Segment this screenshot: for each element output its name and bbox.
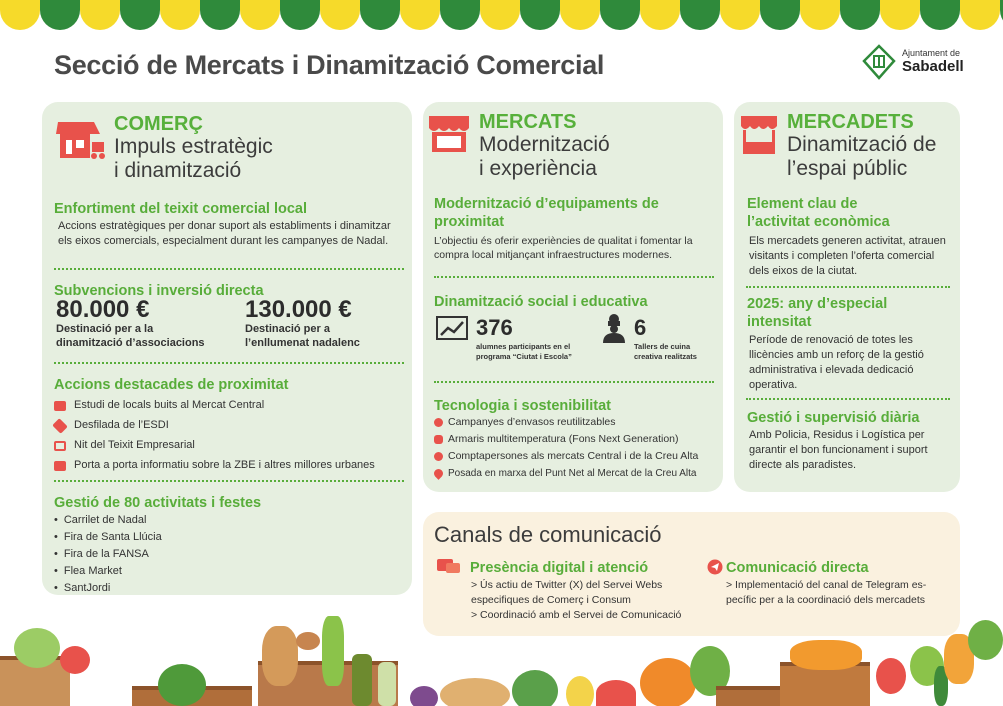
oranges xyxy=(790,640,862,670)
awning-scallop xyxy=(480,0,520,30)
location-pin-icon xyxy=(432,467,445,480)
bottle xyxy=(352,654,372,706)
canals-title: Canals de comunicació xyxy=(434,522,662,547)
tomato xyxy=(60,646,90,674)
canals-c2-body: > Implementació del canal de Telegram es- pecífic per a la coordinació dels mercadets xyxy=(726,579,927,607)
growth-chart-icon xyxy=(435,315,469,343)
tech-list xyxy=(434,414,720,482)
awning-scallop xyxy=(120,0,160,30)
bottle xyxy=(378,662,396,706)
awning-scallop xyxy=(880,0,920,30)
awning-scallop xyxy=(200,0,240,30)
amount-associacions: 80.000 € xyxy=(56,296,150,323)
list-item: Porta a porta informatiu sobre la ZBE i altres millores urbanes xyxy=(54,456,406,476)
list-item: Nit del Teixit Empresarial xyxy=(54,436,406,456)
mercats-kicker: MERCATS xyxy=(479,111,577,133)
awning-scallop xyxy=(600,0,640,30)
amount-enllumenat: 130.000 € xyxy=(245,296,352,323)
stat-tallers-caption: Tallers de cuina creativa realitzats xyxy=(634,342,697,361)
mercats-s3-title: Tecnologia i sostenibilitat xyxy=(434,398,611,414)
recycle-icon xyxy=(434,418,443,427)
comerc-s4-title: Gestió de 80 activitats i festes xyxy=(54,495,262,511)
comerc-title-2: i dinamització xyxy=(114,159,242,183)
stall-icon xyxy=(739,112,779,158)
list-item: Estudi de locals buits al Mercat Central xyxy=(54,396,406,416)
comerc-header xyxy=(54,112,273,183)
store-sign-icon xyxy=(54,401,66,411)
awning-scallop xyxy=(280,0,320,30)
mercadets-title-1: Dinamització de xyxy=(787,133,937,156)
mercats-title-1: Modernització xyxy=(479,133,610,156)
mercadets-s1-title: Element clau de l’activitat econòmica xyxy=(747,196,890,231)
chat-icon xyxy=(436,558,462,576)
sabadell-shield-icon xyxy=(862,44,896,80)
bread xyxy=(262,626,298,686)
mercadets-s3-title: Gestió i supervisió diària xyxy=(747,410,920,426)
melon xyxy=(512,670,558,706)
awning-scallop xyxy=(360,0,400,30)
mercats-header xyxy=(427,112,610,181)
awning-scallop xyxy=(640,0,680,30)
amount-associacions-caption: Destinació per a la dinamització d’associacions xyxy=(56,323,205,350)
events-list xyxy=(54,514,162,599)
awning-scallop xyxy=(960,0,1000,30)
comerc-s1-title: Enfortiment del teixit comercial local xyxy=(54,201,308,217)
watermelon xyxy=(158,664,206,706)
awning-scallop xyxy=(560,0,600,30)
awning-scallop xyxy=(760,0,800,30)
list-item: • Fira de Santa Llúcia xyxy=(54,531,162,548)
leek xyxy=(322,616,344,686)
stat-tallers: 6 xyxy=(634,315,647,340)
list-item: Armaris multitemperatura (Fons Next Generation) xyxy=(434,431,720,448)
people-icon xyxy=(434,452,443,461)
awning-scallop xyxy=(920,0,960,30)
canals-c1-title: Presència digital i atenció xyxy=(470,560,649,576)
mercats-s1-body: L’objectiu és oferir experiències de qualitat i fomentar la compra local mitjançant infraestructures modernes. xyxy=(434,235,693,262)
mercats-title-2: i experiència xyxy=(479,157,597,181)
pumpkin xyxy=(640,658,696,706)
mercats-s1-title: Modernització d’equipaments de proximitat xyxy=(434,196,659,231)
watermelon-slice xyxy=(596,680,636,706)
awning-scallop xyxy=(440,0,480,30)
divider xyxy=(746,286,950,288)
amount-enllumenat-caption: Destinació per a l’enllumenat nadalenc xyxy=(245,323,360,350)
list-item: • Carrilet de Nadal xyxy=(54,514,162,531)
mercadets-title-2: l’espai públic xyxy=(787,157,908,181)
comerc-s2-title: Subvencions i inversió directa xyxy=(54,283,264,299)
list-item: Campanyes d’envasos reutilitzables xyxy=(434,414,720,431)
pear xyxy=(566,676,594,706)
awning-scallop xyxy=(240,0,280,30)
list-item: • Flea Market xyxy=(54,565,162,582)
mercadets-s2-body: Període de renovació de totes les llicències amb un reforç de la gestió administrativa i elevada dedicació operativa. xyxy=(749,334,924,391)
mercadets-s2-title: 2025: any d’especial intensitat xyxy=(747,296,888,331)
list-item: • SantJordi xyxy=(54,582,162,599)
stat-alumnes: 376 xyxy=(476,315,513,340)
list-item: Desfilada de l’ESDI xyxy=(54,416,406,436)
shop-cart-icon xyxy=(54,112,106,164)
divider xyxy=(434,276,714,278)
mercats-s2-title: Dinamització social i educativa xyxy=(434,294,648,310)
market-stall-icon xyxy=(427,112,471,156)
canals-c1-body: > Ús actiu de Twitter (X) del Servei Webs especifiques de Comerç i Consum > Coordinació amb el Servei de Comunicació xyxy=(471,579,682,622)
comerc-title-1: Impuls estratègic xyxy=(114,135,273,158)
awning-scallop xyxy=(680,0,720,30)
comerc-s1-body: Accions estratègiques per donar suport als establiments i dinamitzar els eixos comercials, especialment durant les campanyes de Nadal. xyxy=(58,220,391,247)
mercadets-s1-body: Els mercadets generen activitat, atrauen visitants i completen l’oferta comercial dels eixos de la ciutat. xyxy=(749,235,946,277)
awning-scallop xyxy=(800,0,840,30)
awning-scallop xyxy=(80,0,120,30)
tag-icon xyxy=(52,418,68,434)
divider xyxy=(54,480,404,482)
stat-alumnes-caption: alumnes participants en el programa “Ciutat i Escola” xyxy=(476,342,572,361)
thermometer-icon xyxy=(434,435,443,444)
divider xyxy=(54,362,404,364)
list-item: • Fira de la FANSA xyxy=(54,548,162,565)
actions-list xyxy=(54,396,406,476)
canals-c2-title: Comunicació directa xyxy=(726,560,869,576)
page-title: Secció de Mercats i Dinamització Comercial xyxy=(54,50,605,80)
pepper xyxy=(876,658,906,694)
comerc-kicker: COMERÇ xyxy=(114,113,203,135)
chef-icon xyxy=(600,313,628,343)
awning-scallop xyxy=(320,0,360,30)
awning-scallop xyxy=(720,0,760,30)
building-icon xyxy=(54,441,66,451)
produce-illustration xyxy=(0,606,1003,706)
mercadets-header xyxy=(739,112,936,181)
loaf xyxy=(440,678,510,706)
list-item: Posada en marxa del Punt Net al Mercat de la Creu Alta xyxy=(434,465,720,482)
comerc-s3-title: Accions destacades de proximitat xyxy=(54,377,289,393)
mushroom xyxy=(296,632,320,650)
divider xyxy=(54,268,404,270)
greens xyxy=(968,620,1003,660)
logo-line2: Sabadell xyxy=(902,57,964,75)
awning-scallop xyxy=(160,0,200,30)
awning-scallop xyxy=(0,0,40,30)
divider xyxy=(746,398,950,400)
awning-scallop xyxy=(520,0,560,30)
divider xyxy=(434,381,714,383)
cabbage xyxy=(14,628,60,668)
list-item: Comptapersones als mercats Central i de la Creu Alta xyxy=(434,448,720,465)
mercadets-s3-body: Amb Policia, Residus i Logística per garantir el bon funcionament i suport directe als paradistes. xyxy=(749,429,928,471)
awning-scallop xyxy=(400,0,440,30)
logo xyxy=(862,44,964,80)
mercadets-kicker: MERCADETS xyxy=(787,111,914,133)
awning-scallop xyxy=(840,0,880,30)
logo-line1: Ajuntament de xyxy=(902,47,961,58)
shop-icon xyxy=(54,461,66,471)
awning-scallop xyxy=(40,0,80,30)
awning-border xyxy=(0,0,1003,30)
telegram-icon xyxy=(707,559,723,575)
grapes xyxy=(410,686,438,706)
